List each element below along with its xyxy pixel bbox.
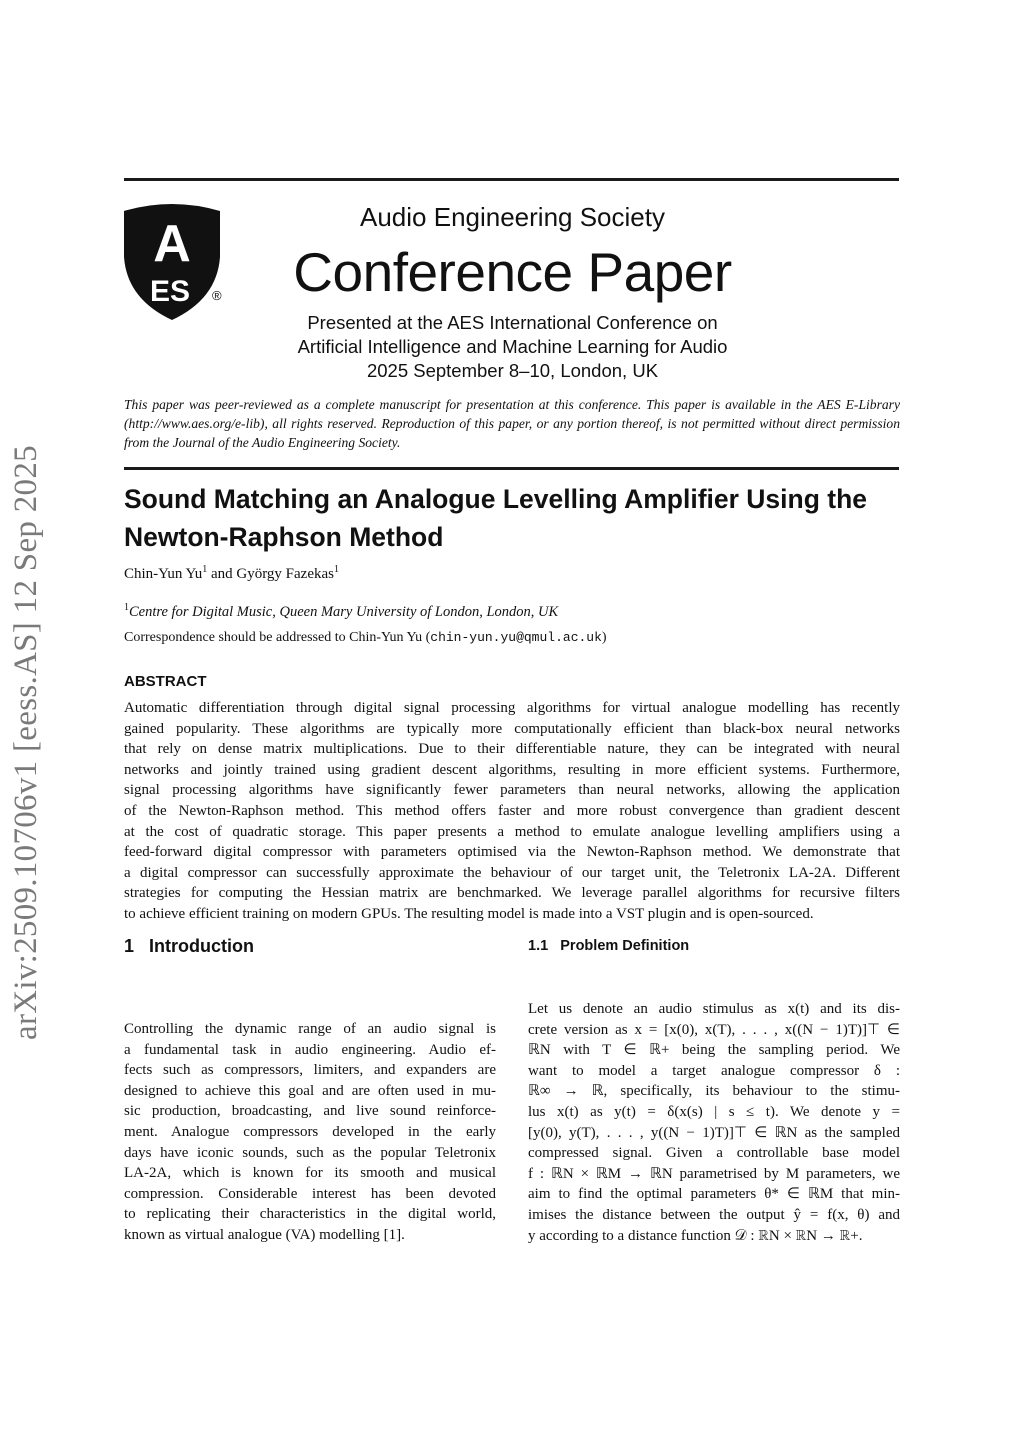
body-line: ℝN with T ∈ ℝ+ being the sampling period. We: [528, 1042, 900, 1059]
body-line: sic production, broadcasting, and live sound reinforce-: [124, 1103, 496, 1120]
affiliation-marker: 1: [202, 564, 208, 575]
body-line: ℝ∞ → ℝ, specifically, its behaviour to the stimu-: [528, 1083, 900, 1100]
affiliation-marker: 1: [124, 602, 129, 614]
subsection-title: Problem Definition: [560, 938, 690, 954]
abstract-line: signal processing algorithms have significantly fewer parameters than neural networks, allowing the application: [124, 782, 900, 799]
abstract-line: a digital compressor can successfully approximate the behaviour of our target unit, the Teletronix LA-2A. Different: [124, 864, 900, 881]
body-line: fects such as compressors, limiters, and expanders are: [124, 1062, 496, 1079]
abstract-line: feed-forward digital compressor with parameters optimised via the Newton-Raphson method. We demonstrate that: [124, 844, 900, 861]
abstract-line: gained popularity. These algorithms are typically more computationally efficient than black-box neural networks: [124, 720, 900, 737]
body-line: a fundamental task in audio engineering. Audio ef-: [124, 1041, 496, 1058]
body-line: lus x(t) as y(t) = δ(x(s) | s ≤ t). We denote y =: [528, 1103, 900, 1120]
section-number: 1: [124, 936, 135, 956]
aes-logo: [122, 203, 222, 321]
presented-line: Presented at the AES International Conference on: [307, 312, 718, 333]
abstract-line: of the Newton-Raphson method. This method offers faster and more robust convergence than gradient descent: [124, 802, 900, 819]
aes-logo-letter-a: A: [153, 215, 191, 273]
aes-logo-letters-es: ES: [149, 275, 191, 308]
subsection-heading-problem-definition: [528, 938, 689, 954]
society-name: Audio Engineering Society: [360, 202, 665, 232]
body-line: designed to achieve this goal and are often used in mu-: [124, 1082, 496, 1099]
arxiv-identifier: arXiv:2509.10706v1 [eess.AS] 12 Sep 2025: [8, 445, 44, 1040]
problem-definition-body: [528, 999, 900, 1246]
body-line: want to model a target analogue compressor δ :: [528, 1062, 900, 1079]
presented-line: Artificial Intelligence and Machine Learning for Audio: [297, 336, 728, 357]
body-line: aim to find the optimal parameters θ* ∈ ℝM that min-: [528, 1186, 900, 1203]
body-line: f : ℝN × ℝM → ℝN parametrised by M parameters, we: [528, 1165, 900, 1182]
body-line: [y(0), y(T), . . . , y((N − 1)T)]⊤ ∈ ℝN as the sampled: [528, 1124, 900, 1141]
abstract-line: that rely on dense matrix multiplications. Due to their differentiable nature, they can be integrated with neural: [124, 741, 900, 758]
subsection-number: 1.1: [528, 938, 549, 954]
affiliation: [124, 604, 558, 621]
abstract-line: Automatic differentiation through digital signal processing algorithms for virtual analogue modelling has recently: [124, 700, 900, 716]
author-name: György Fazekas: [236, 566, 334, 582]
body-line: days have iconic sounds, such as the popular Teletronix: [124, 1144, 496, 1161]
body-line: crete version as x = [x(0), x(T), . . . , x((N − 1)T)]⊤ ∈: [528, 1021, 900, 1038]
body-line: y according to a distance function 𝒟 : ℝN × ℝN → ℝ+.: [528, 1227, 863, 1244]
section-heading-introduction: [124, 936, 254, 957]
peer-review-notice: This paper was peer-reviewed as a complete manuscript for presentation at this conference. This paper is available in the AES E-Library (http://www.aes.org/e-lib), all rights reserved. Reproduction of this paper, or any portion thereof, is not permitted without direct permission from the Journal of the Audio Engineering Society.: [124, 397, 900, 450]
body-line: known as virtual analogue (VA) modelling [1].: [124, 1226, 405, 1243]
top-rule: [124, 178, 899, 181]
correspondence-suffix: ): [601, 630, 607, 645]
body-line: compression. Considerable interest has been devoted: [124, 1185, 496, 1202]
abstract-line: at the cost of quadratic storage. This paper presents a method to emulate analogue levelling amplifiers using a: [124, 823, 900, 840]
body-line: compressed signal. Given a controllable base model: [528, 1145, 900, 1162]
abstract-body: [124, 698, 900, 925]
author-list: [124, 566, 339, 583]
header-bottom-rule: [124, 467, 899, 470]
registered-mark: ®: [212, 288, 222, 303]
correspondence-prefix: Correspondence should be addressed to Chin-Yun Yu (: [124, 630, 431, 645]
paper-title: Sound Matching an Analogue Levelling Amplifier Using the Newton-Raphson Method: [124, 484, 868, 552]
document-type: Conference Paper: [293, 241, 732, 303]
body-line: imises the distance between the output ŷ = f(x, θ) and: [528, 1206, 900, 1223]
section-title: Introduction: [149, 936, 255, 956]
introduction-body: [124, 1019, 496, 1246]
author-name: Chin-Yun Yu: [124, 566, 203, 582]
abstract-line: networks and jointly trained using gradient descent algorithms, resulting in more efficient systems. Furthermore,: [124, 761, 900, 778]
correspondence-email[interactable]: chin-yun.yu@qmul.ac.uk: [430, 630, 602, 645]
affiliation-marker: 1: [334, 564, 339, 575]
body-line: Let us denote an audio stimulus as x(t) and its dis-: [528, 1001, 900, 1017]
abstract-line: strategies for computing the Hessian matrix are benchmarked. We leverage parallel algorithms for recursive filters: [124, 885, 900, 902]
author-conjunction: and: [210, 566, 233, 582]
affiliation-text: Centre for Digital Music, Queen Mary University of London, London, UK: [129, 604, 559, 620]
body-line: Controlling the dynamic range of an audio signal is: [124, 1021, 496, 1037]
abstract-line: to achieve efficient training on modern GPUs. The resulting model is made into a VST plugin and is open-sourced.: [124, 905, 814, 922]
body-line: LA-2A, which is known for its smooth and musical: [124, 1165, 496, 1182]
body-line: to replicating their characteristics in the digital world,: [124, 1206, 496, 1223]
presented-date-line: 2025 September 8–10, London, UK: [366, 360, 659, 381]
body-line: ment. Analogue compressors developed in the early: [124, 1123, 496, 1140]
correspondence: [124, 630, 607, 646]
abstract-heading: ABSTRACT: [124, 673, 207, 690]
